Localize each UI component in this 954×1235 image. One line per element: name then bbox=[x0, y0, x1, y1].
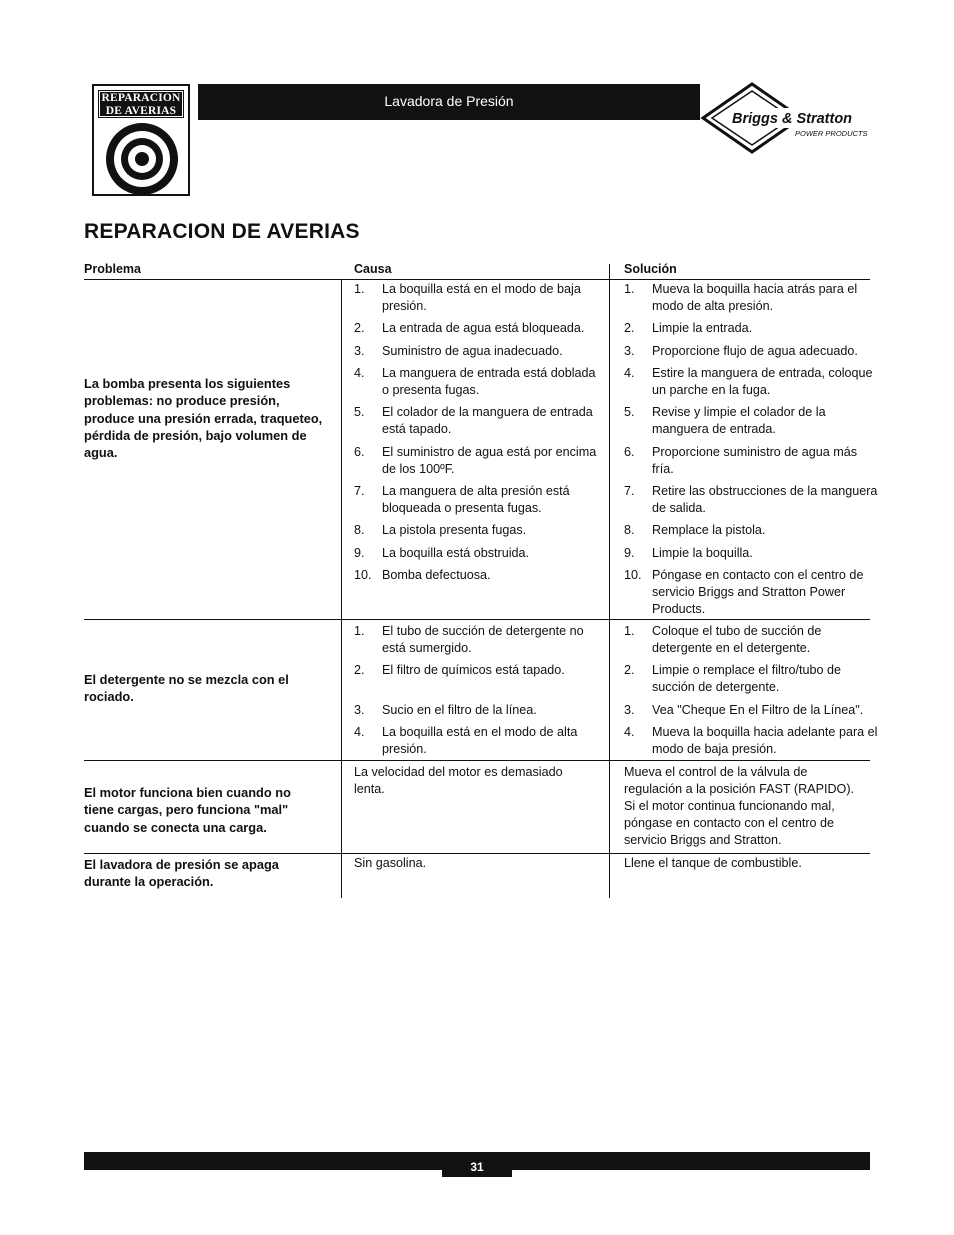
header-bar bbox=[198, 84, 700, 120]
column-divider bbox=[341, 279, 342, 898]
badge-label bbox=[98, 90, 184, 118]
problem-text: El motor funciona bien cuando no tiene cargas, pero funciona "mal" cuando se conecta una carga. bbox=[84, 785, 291, 835]
column-header-cause: Causa bbox=[354, 262, 392, 276]
target-icon bbox=[96, 119, 188, 195]
column-header-solution: Solución bbox=[624, 262, 677, 276]
page-number: 31 bbox=[442, 1152, 512, 1177]
problem-text: El detergente no se mezcla con el rociado. bbox=[84, 672, 289, 705]
briggs-stratton-logo bbox=[700, 80, 870, 156]
column-header-problem: Problema bbox=[84, 262, 141, 276]
svg-text:POWER PRODUCTS: POWER PRODUCTS bbox=[795, 129, 868, 138]
table-rule bbox=[84, 853, 870, 854]
header-title: Lavadora de Presión bbox=[384, 93, 514, 109]
problem-text: El lavadora de presión se apaga durante la operación. bbox=[84, 857, 279, 890]
troubleshooting-badge bbox=[92, 84, 190, 196]
page-title: REPARACION DE AVERIAS bbox=[84, 220, 360, 243]
cause-text: La velocidad del motor es demasiado lenta. bbox=[354, 765, 563, 796]
svg-text:Briggs & Stratton: Briggs & Stratton bbox=[732, 111, 853, 127]
table-rule bbox=[84, 619, 870, 620]
solution-text: Llene el tanque de combustible. bbox=[624, 856, 802, 870]
problem-text: La bomba presenta los siguientes problemas: no produce presión, produce una presión errada, traqueteo, pérdida de presión, bajo volumen de agua. bbox=[84, 376, 323, 461]
badge-line-2: DE AVERIAS bbox=[105, 105, 177, 117]
badge-line-1: REPARACION bbox=[101, 92, 181, 104]
column-divider bbox=[609, 264, 610, 898]
table-rule bbox=[84, 760, 870, 761]
solution-text: Mueva el control de la válvula de regulación a la posición FAST (RAPIDO). Si el motor continua funcionando mal, póngase en contacto con el centro de servicio Briggs and Stratton. bbox=[624, 765, 855, 847]
table-rule bbox=[84, 279, 870, 280]
cause-text: Sin gasolina. bbox=[354, 856, 427, 870]
